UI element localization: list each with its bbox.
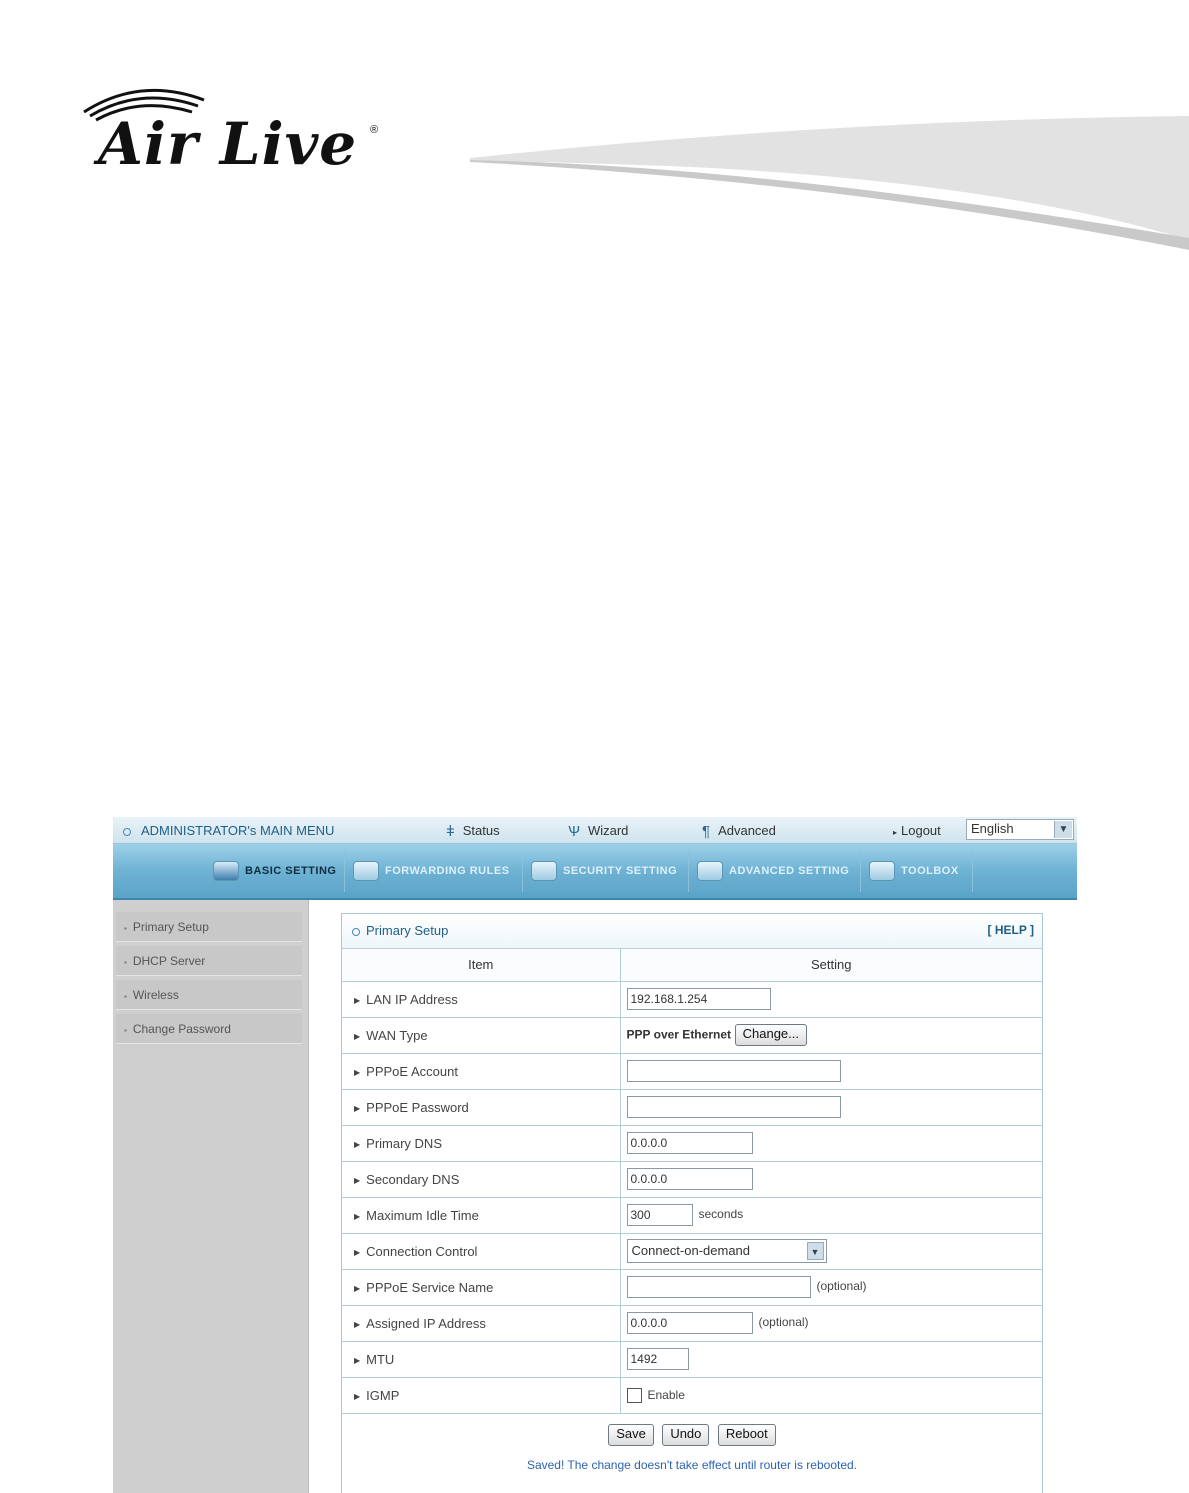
row-label: Secondary DNS [366,1171,460,1187]
panel-header [342,914,1042,949]
panel-title: Primary Setup [352,923,448,938]
help-link[interactable]: [ HELP ] [987,923,1034,937]
sidebar-item-dhcp-server[interactable]: ▪ DHCP Server [116,946,302,976]
igmp-enable-checkbox[interactable] [627,1388,642,1403]
row-label: Assigned IP Address [366,1315,486,1331]
tab-forwarding-rules[interactable]: FORWARDING RULES [345,850,523,892]
row-label: PPPoE Password [366,1099,469,1115]
row-arrow-icon: ▶ [354,1319,361,1329]
table-row [342,981,1042,1017]
sidebar-item-primary-setup[interactable]: ▪ Primary Setup [116,912,302,942]
optional-note: (optional) [816,1279,867,1294]
advanced-link[interactable]: ¶ Advanced [702,823,776,840]
row-arrow-icon: ▶ [354,1103,361,1113]
row-arrow-icon: ▶ [354,1247,361,1257]
advanced-setting-icon [697,861,723,881]
row-label: LAN IP Address [366,991,458,1007]
pppoe-account-input[interactable] [627,1060,841,1082]
logout-link[interactable]: ▸ Logout [893,823,941,838]
airlive-logo [80,82,400,192]
row-label: WAN Type [366,1027,428,1043]
forwarding-icon [353,861,379,881]
top-menu-bar [113,817,1077,844]
undo-button[interactable]: Undo [662,1424,709,1446]
row-arrow-icon: ▶ [354,995,361,1005]
secondary-dns-input[interactable]: 0.0.0.0 [627,1168,753,1190]
row-label: Connection Control [366,1243,478,1259]
security-icon [531,861,557,881]
menu-bullet-icon [123,828,131,836]
lan-ip-input[interactable]: 192.168.1.254 [627,988,771,1010]
row-label: PPPoE Service Name [366,1279,494,1295]
tab-security-setting[interactable]: SECURITY SETTING [523,850,689,892]
table-row [342,1017,1042,1053]
reboot-button[interactable]: Reboot [718,1424,776,1446]
row-label: IGMP [366,1387,400,1403]
row-arrow-icon: ▶ [354,1355,361,1365]
row-arrow-icon: ▶ [354,1175,361,1185]
assigned-ip-input[interactable]: 0.0.0.0 [627,1312,753,1334]
title-bullet-icon [352,928,360,936]
admin-main-menu[interactable]: ADMINISTRATOR's MAIN MENU [123,823,334,838]
chevron-down-icon: ▼ [807,1242,824,1260]
wizard-icon: Ѱ [568,823,580,840]
status-link[interactable]: ǂ Status [446,823,500,840]
save-button[interactable]: Save [608,1424,654,1446]
table-row [342,1377,1042,1413]
logo-text: Air Live [98,110,358,178]
chevron-down-icon: ▼ [1054,821,1072,838]
sidebar-item-change-password[interactable]: ▪ Change Password [116,1014,302,1044]
toolbox-icon [869,861,895,881]
header-swoosh [470,110,1189,250]
table-header-row [342,949,1042,981]
row-label: MTU [366,1351,395,1367]
wan-type-value: PPP over Ethernet [626,1027,731,1042]
table-row [342,1305,1042,1341]
logout-bullet-icon: ▸ [893,828,898,837]
bullet-icon: ▪ [124,992,127,1001]
basic-setting-icon [213,861,239,881]
optional-note: (optional) [758,1315,809,1330]
igmp-enable-label: Enable [647,1387,685,1402]
table-row [342,1125,1042,1161]
main-tab-bar [113,844,1077,900]
advanced-icon: ¶ [702,823,711,840]
mtu-input[interactable]: 1492 [627,1348,689,1370]
wizard-link[interactable]: Ѱ Wizard [568,823,629,840]
registered-mark: ® [370,124,379,136]
row-arrow-icon: ▶ [354,1211,361,1221]
row-label: PPPoE Account [366,1063,458,1079]
column-header-setting: Setting [620,949,1042,981]
settings-table [342,949,1042,1414]
table-row [342,1161,1042,1197]
action-buttons [342,1424,1042,1446]
primary-dns-input[interactable]: 0.0.0.0 [627,1132,753,1154]
idle-unit: seconds [698,1207,744,1222]
service-name-input[interactable] [627,1276,811,1298]
tab-advanced-setting[interactable]: ADVANCED SETTING [689,850,861,892]
row-arrow-icon: ▶ [354,1283,361,1293]
table-row [342,1341,1042,1377]
pppoe-password-input[interactable] [627,1096,841,1118]
connection-control-select[interactable]: Connect-on-demand ▼ [627,1239,827,1263]
sidebar [113,900,309,1493]
router-admin-window [113,817,1077,1493]
row-label: Primary DNS [366,1135,442,1151]
bullet-icon: ▪ [124,924,127,933]
table-row [342,1197,1042,1233]
table-row [342,1269,1042,1305]
table-row [342,1053,1042,1089]
primary-setup-panel [341,913,1043,1493]
table-row [342,1233,1042,1269]
row-arrow-icon: ▶ [354,1391,361,1401]
bullet-icon: ▪ [124,958,127,967]
row-label: Maximum Idle Time [366,1207,479,1223]
column-header-item: Item [342,949,620,981]
bullet-icon: ▪ [124,1026,127,1035]
row-arrow-icon: ▶ [354,1139,361,1149]
row-arrow-icon: ▶ [354,1067,361,1077]
table-row [342,1089,1042,1125]
row-arrow-icon: ▶ [354,1031,361,1041]
saved-message: Saved! The change doesn't take effect until router is rebooted. [526,1458,858,1472]
language-select[interactable]: English ▼ [966,819,1074,840]
sidebar-item-wireless[interactable]: ▪ Wireless [116,980,302,1010]
tab-toolbox[interactable]: TOOLBOX [861,850,973,892]
status-icon: ǂ [446,823,455,840]
tab-basic-setting[interactable]: BASIC SETTING [205,850,345,892]
max-idle-input[interactable]: 300 [627,1204,693,1226]
change-wan-button[interactable]: Change... [735,1024,807,1046]
